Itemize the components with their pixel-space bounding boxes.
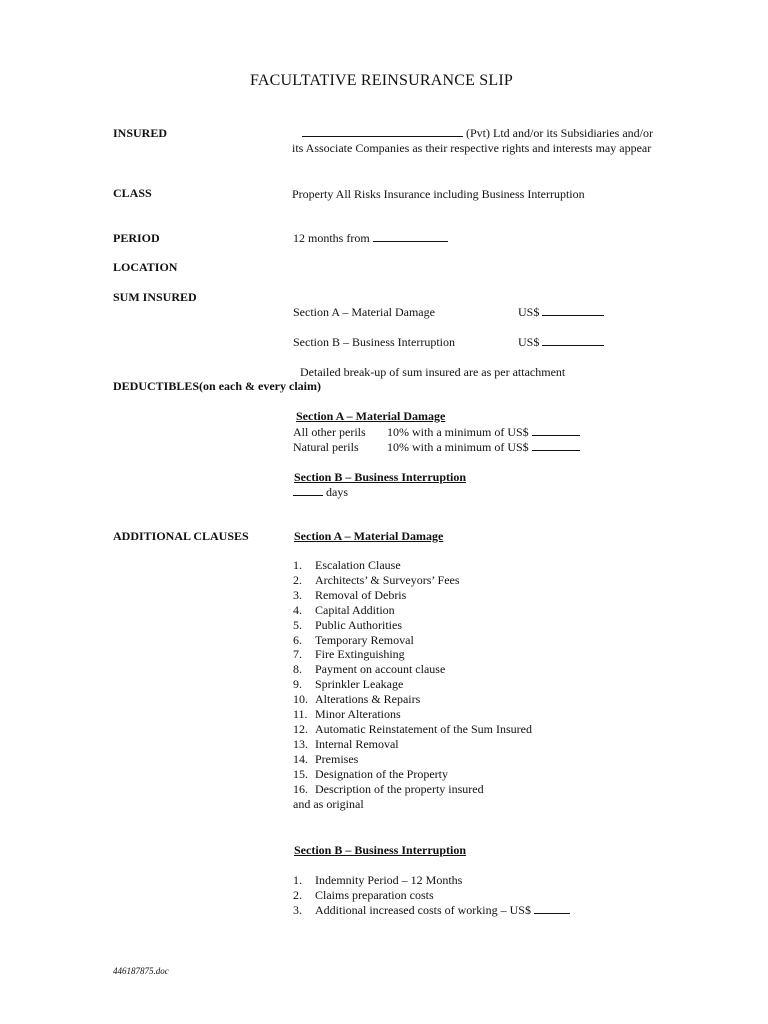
list-item xyxy=(293,767,532,782)
list-item-number: 13. xyxy=(293,736,308,751)
ded-b-days: days xyxy=(326,485,348,499)
ded-b-heading: Section B – Business Interruption xyxy=(294,470,467,484)
list-item xyxy=(293,603,532,618)
list-item-number: 3. xyxy=(293,587,302,602)
list-item xyxy=(293,618,532,633)
list-item-text: Additional increased costs of working – US$ xyxy=(315,902,531,917)
ded-b-row xyxy=(293,485,348,500)
ded-a-heading: Section A – Material Damage xyxy=(296,409,446,423)
list-item xyxy=(293,707,532,722)
list-item-text: Removal of Debris xyxy=(315,587,407,602)
add-a-heading: Section A – Material Damage xyxy=(294,529,444,543)
ded-natural-label: Natural perils xyxy=(293,440,359,454)
increased-costs-blank xyxy=(534,903,570,914)
insured-text-rest: its Associate Companies as their respective rights and interests may appear xyxy=(292,141,652,155)
list-item xyxy=(293,888,570,903)
list-item-text: Alterations & Repairs xyxy=(315,692,421,707)
insured-first-line xyxy=(302,126,653,141)
sum-b-currency: US$ xyxy=(518,335,540,349)
list-item xyxy=(293,782,532,797)
list-item-text: Claims preparation costs xyxy=(315,887,434,902)
sum-b-amount xyxy=(518,335,604,350)
add-b-list xyxy=(293,873,570,918)
list-item-text: Minor Alterations xyxy=(315,707,401,722)
insured-label: INSURED xyxy=(113,126,168,140)
list-item xyxy=(293,722,532,737)
list-item-text: Fire Extinguishing xyxy=(315,647,405,662)
document-title: FACULTATIVE REINSURANCE SLIP xyxy=(250,72,514,89)
list-item-text: Internal Removal xyxy=(315,736,399,751)
ded-other-label: All other perils xyxy=(293,425,366,439)
ded-b-days-blank xyxy=(293,485,323,496)
list-trailer: and as original xyxy=(293,796,364,811)
ded-other-blank xyxy=(532,425,580,436)
ded-other-row xyxy=(387,425,580,440)
list-item-number: 3. xyxy=(293,902,302,917)
list-item-text: Premises xyxy=(315,751,359,766)
add-b-heading: Section B – Business Interruption xyxy=(294,843,467,857)
period-date-blank xyxy=(373,231,448,242)
list-item-text: Indemnity Period – 12 Months xyxy=(315,873,463,887)
list-item-number: 5. xyxy=(293,617,302,632)
list-item-text: Description of the property insured xyxy=(315,781,484,796)
insured-text-after-blank: (Pvt) Ltd and/or its Subsidiaries and/or xyxy=(466,126,653,140)
list-item-number: 6. xyxy=(293,632,302,647)
list-item xyxy=(293,647,532,662)
list-item-number: 2. xyxy=(293,572,302,587)
list-item xyxy=(293,737,532,752)
list-item xyxy=(293,752,532,767)
list-item-text: Sprinkler Leakage xyxy=(315,677,404,692)
list-item-number: 12. xyxy=(293,721,308,736)
list-item-text: Public Authorities xyxy=(315,617,402,632)
list-item xyxy=(293,558,532,573)
list-item-number: 8. xyxy=(293,662,302,677)
list-item-number: 7. xyxy=(293,647,302,662)
sum-a-label: Section A – Material Damage xyxy=(293,305,435,319)
list-item-number: 9. xyxy=(293,677,302,692)
insured-name-blank xyxy=(302,126,463,137)
additional-clauses-label: ADDITIONAL CLAUSES xyxy=(113,529,249,543)
list-item-text: Escalation Clause xyxy=(315,558,401,572)
list-item-number: 10. xyxy=(293,692,308,707)
sum-a-blank xyxy=(542,305,604,316)
list-item-text: Architects’ & Surveyors’ Fees xyxy=(315,572,460,587)
sum-insured-label: SUM INSURED xyxy=(113,290,197,304)
class-label: CLASS xyxy=(113,186,152,200)
list-item-number: 15. xyxy=(293,766,308,781)
list-item xyxy=(293,573,532,588)
ded-other-value: 10% with a minimum of US$ xyxy=(387,425,529,439)
list-item xyxy=(293,633,532,648)
list-item-number: 4. xyxy=(293,602,302,617)
breakup-note: Detailed break-up of sum insured are as per attachment xyxy=(300,365,566,379)
sum-a-currency: US$ xyxy=(518,305,540,319)
list-item xyxy=(293,873,570,888)
period-line xyxy=(293,231,448,246)
list-item xyxy=(293,903,570,918)
deductibles-label: DEDUCTIBLES(on each & every claim) xyxy=(113,379,321,393)
list-item xyxy=(293,692,532,707)
ded-natural-row xyxy=(387,440,580,455)
class-value: Property All Risks Insurance including Business Interruption xyxy=(292,187,585,201)
list-item xyxy=(293,662,532,677)
list-item-text: Capital Addition xyxy=(315,602,395,617)
location-label: LOCATION xyxy=(113,260,178,274)
period-label: PERIOD xyxy=(113,231,160,245)
list-item-number: 14. xyxy=(293,751,308,766)
sum-b-label: Section B – Business Interruption xyxy=(293,335,455,349)
list-item-number: 1. xyxy=(293,558,302,572)
ded-natural-value: 10% with a minimum of US$ xyxy=(387,440,529,454)
sum-b-blank xyxy=(542,335,604,346)
list-item-number: 11. xyxy=(293,707,308,722)
list-item-number: 2. xyxy=(293,887,302,902)
period-value: 12 months from xyxy=(293,231,370,245)
ded-natural-blank xyxy=(532,440,580,451)
list-item-text: Temporary Removal xyxy=(315,632,414,647)
list-item xyxy=(293,677,532,692)
list-item xyxy=(293,588,532,603)
list-item-text: Designation of the Property xyxy=(315,766,448,781)
add-a-list xyxy=(293,558,532,811)
footer-filename: 446187875.doc xyxy=(113,966,169,976)
list-item-number: 1. xyxy=(293,873,302,887)
list-item-text: Payment on account clause xyxy=(315,662,446,677)
list-item-number: 16. xyxy=(293,781,308,796)
sum-a-amount xyxy=(518,305,604,320)
list-item-text: Automatic Reinstatement of the Sum Insured xyxy=(315,721,532,736)
